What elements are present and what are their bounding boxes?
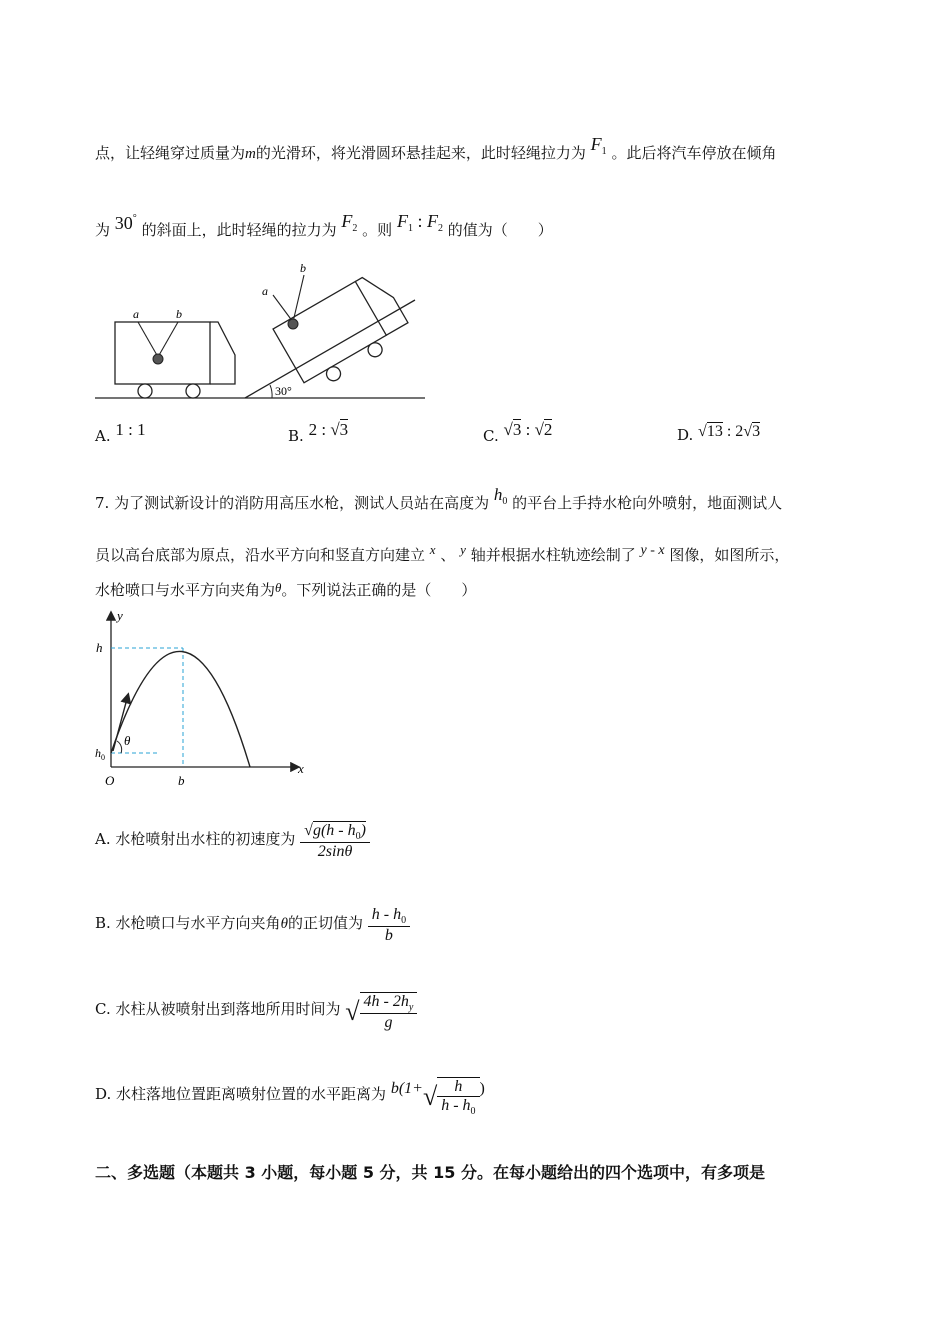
q7-option-a[interactable] xyxy=(95,822,370,861)
x-axis-label: x xyxy=(298,761,304,776)
q6-option-a-label: A. xyxy=(95,427,111,445)
q7-option-a-numerator: $√g(h - h_0)$ xyxy=(300,822,370,843)
theta-label: θ xyxy=(124,733,131,748)
incline-angle-arc xyxy=(270,385,272,398)
force-ratio xyxy=(396,211,443,234)
q6-line1-text-a: 点，让轻绳穿过质量为 xyxy=(95,144,246,162)
truck-incline-cab xyxy=(355,269,408,335)
q6-figure-truck-diagram xyxy=(90,255,430,405)
q6-line-1 xyxy=(95,134,777,170)
q6-option-b-radicand: 3 xyxy=(339,420,349,439)
q7-separator: 、 xyxy=(440,546,456,564)
q7-option-d-den-sub: 0 xyxy=(470,1106,476,1118)
truck-flat-cab xyxy=(210,322,235,384)
q7-line-3 xyxy=(95,580,476,601)
q7-option-d-den-text: h - h xyxy=(441,1097,471,1114)
h0-subscript: 0 xyxy=(502,496,508,507)
q7-option-a-num-close: ) xyxy=(360,822,366,839)
truck-incline-wheel-front xyxy=(366,340,385,359)
q7-option-b-denominator: b xyxy=(384,927,393,945)
truck-flat-label-a: a xyxy=(133,307,139,321)
q7-option-d-prefix: b(1+ xyxy=(390,1080,423,1098)
q7-option-c-num-text: 4h - 2h xyxy=(363,993,409,1010)
q6-line1-text-b: 的光滑环，将光滑圆环悬挂起来，此时轻绳拉力为 xyxy=(255,144,586,162)
truck-incline-label-b: b xyxy=(300,261,306,275)
q7-option-c-formula xyxy=(360,992,418,1032)
q7-trajectory-graph xyxy=(88,605,318,795)
q7-option-d-formula xyxy=(437,1077,479,1117)
q7-line1-text-a: 7. 为了测试新设计的消防用高压水枪，测试人员站在高度为 xyxy=(95,494,490,512)
q6-line-2 xyxy=(95,211,553,247)
h0-tick-label xyxy=(95,746,105,762)
q7-line3-text-a: 水枪喷口与水平方向夹角为 xyxy=(95,581,276,599)
q7-option-d-close: ) xyxy=(479,1080,485,1098)
q7-option-b-text-a: B. 水枪喷口与水平方向夹角 xyxy=(95,913,281,932)
origin-label: O xyxy=(105,773,115,788)
ratio-f2-symbol: F xyxy=(426,211,438,231)
ratio-f1-symbol: F xyxy=(396,211,408,231)
platform-height-h0 xyxy=(493,485,508,507)
truck-incline-label-a: a xyxy=(262,284,268,298)
q6-option-c-label: C. xyxy=(483,427,499,445)
q7-option-d-text: D. 水柱落地位置距离喷射位置的水平距离为 xyxy=(95,1085,387,1104)
q6-option-b-label: B. xyxy=(288,427,304,445)
q7-option-c-numerator xyxy=(360,993,418,1014)
q7-option-a-text: A. 水枪喷射出水柱的初速度为 xyxy=(95,829,296,848)
q7-line1-text-b: 的平台上手持水枪向外喷射，地面测试人 xyxy=(512,494,783,512)
q7-option-a-denominator: 2sinθ xyxy=(317,843,353,861)
water-trajectory-curve xyxy=(111,651,250,767)
q7-option-c-text: C. 水柱从被喷射出到落地所用时间为 xyxy=(95,1000,341,1019)
truck-incline-ring xyxy=(288,319,298,329)
q6-option-d-label: D. xyxy=(677,426,694,444)
q6-option-c-colon: : xyxy=(521,420,535,439)
angle-number: 30 xyxy=(114,213,133,233)
y-axis-label: y xyxy=(117,608,123,623)
x-variable: x xyxy=(429,542,436,557)
h-tick-label: h xyxy=(96,640,103,655)
q7-option-b-num-text: h - h xyxy=(371,906,402,923)
q6-option-a-value: 1 : 1 xyxy=(115,420,146,439)
force-f2-subscript: 2 xyxy=(352,223,358,234)
q7-option-d-root-sign: √ xyxy=(422,1082,438,1112)
truck-flat-rope-a xyxy=(138,322,158,357)
incline-line xyxy=(245,300,415,398)
ratio-f1-subscript: 1 xyxy=(407,223,413,234)
q6-line1-text-c: 。此后将汽车停放在倾角 xyxy=(611,144,777,162)
q6-line2-text-a: 为 xyxy=(95,221,111,239)
section-2-heading: 二、多选题（本题共 3 小题，每小题 5 分，共 15 分。在每小题给出的四个选项中，有多项是 xyxy=(95,1163,765,1182)
truck-flat-body xyxy=(115,322,210,384)
h0-symbol: h xyxy=(493,485,503,504)
q6-option-a[interactable] xyxy=(95,420,146,446)
q7-option-b-num-sub: 0 xyxy=(401,915,407,927)
truck-flat-wheel-rear xyxy=(138,384,152,398)
q6-option-c[interactable] xyxy=(483,420,553,446)
truck-flat-wheel-front xyxy=(186,384,200,398)
force-f1-subscript: 1 xyxy=(601,146,607,157)
truck-flat xyxy=(115,307,235,398)
truck-incline xyxy=(273,269,415,395)
y-variable: y xyxy=(460,542,466,557)
force-f1 xyxy=(590,134,607,157)
q6-option-d[interactable] xyxy=(677,423,761,445)
mass-variable: m xyxy=(245,146,256,162)
q6-option-b-prefix: 2 : xyxy=(308,420,331,439)
angle-value xyxy=(115,213,137,233)
q7-option-c[interactable] xyxy=(95,992,417,1032)
q7-option-d-numerator: h xyxy=(437,1078,479,1097)
q7-option-b-numerator xyxy=(368,906,410,927)
h0-tick-symbol: h xyxy=(95,746,101,760)
force-f1-symbol: F xyxy=(590,134,602,154)
q6-option-c-value: √3 : √2 xyxy=(503,420,553,439)
q6-option-d-value: √13 : 2√3 xyxy=(698,423,761,440)
q6-option-d-radicand-1: 13 xyxy=(706,423,723,440)
b-tick-label: b xyxy=(178,773,185,788)
incline-angle-label: 30° xyxy=(275,384,292,398)
ratio-f2-subscript: 2 xyxy=(437,223,443,234)
q7-option-a-num-sub: 0 xyxy=(355,831,361,843)
q7-line2-text-b: 轴并根据水柱轨迹绘制了 xyxy=(470,546,636,564)
q6-line2-text-c: 。则 xyxy=(362,221,393,239)
q7-line-1 xyxy=(95,485,783,520)
q7-line3-text-b: 。下列说法正确的是（ ） xyxy=(281,581,477,599)
theta-variable: θ xyxy=(275,580,282,595)
q7-option-c-num-sub: y xyxy=(408,1002,414,1014)
y-x-graph-label: y - x xyxy=(640,543,665,558)
q6-option-b-value: 2 : √3 xyxy=(308,420,349,439)
q7-option-b-text-b: 的正切值为 xyxy=(287,913,363,932)
h0-tick-subscript: 0 xyxy=(101,753,105,762)
ratio-colon: : xyxy=(412,211,427,231)
q7-line2-text-a: 员以高台底部为原点，沿水平方向和竖直方向建立 xyxy=(95,546,426,564)
q7-option-b-formula xyxy=(368,906,410,945)
truck-incline-rope-a xyxy=(273,295,293,322)
truck-flat-label-b: b xyxy=(176,307,182,321)
theta-arc xyxy=(117,741,122,753)
truck-flat-ring xyxy=(153,354,163,364)
q6-line2-text-d: 的值为（ ） xyxy=(447,221,553,239)
q6-line2-text-b: 的斜面上，此时轻绳的拉力为 xyxy=(141,221,337,239)
q7-line2-text-c: 图像，如图所示， xyxy=(669,546,790,564)
q6-option-b[interactable] xyxy=(288,420,349,446)
q6-option-c-radicand-2: 2 xyxy=(543,420,553,439)
truck-flat-rope-b xyxy=(158,322,178,357)
q7-option-d-denominator xyxy=(437,1097,479,1117)
q7-option-a-formula xyxy=(300,822,370,861)
q7-option-b[interactable] xyxy=(95,906,410,945)
force-f2-symbol: F xyxy=(341,211,353,231)
q7-option-c-denominator: g xyxy=(384,1014,393,1032)
q6-option-d-middle: : 2 xyxy=(722,423,744,440)
q7-line-2 xyxy=(95,542,790,567)
q7-option-b-theta: θ xyxy=(280,915,288,932)
degree-symbol: ° xyxy=(132,213,137,224)
q7-option-a-num-text: g(h - h xyxy=(312,822,356,839)
q6-option-c-radicand-1: 3 xyxy=(512,420,522,439)
q7-option-d[interactable] xyxy=(95,1077,485,1117)
q7-option-c-root-sign: √ xyxy=(345,997,360,1027)
q6-option-d-radicand-2: 3 xyxy=(752,423,761,440)
truck-incline-wheel-rear xyxy=(324,364,343,383)
force-f2 xyxy=(341,211,358,234)
